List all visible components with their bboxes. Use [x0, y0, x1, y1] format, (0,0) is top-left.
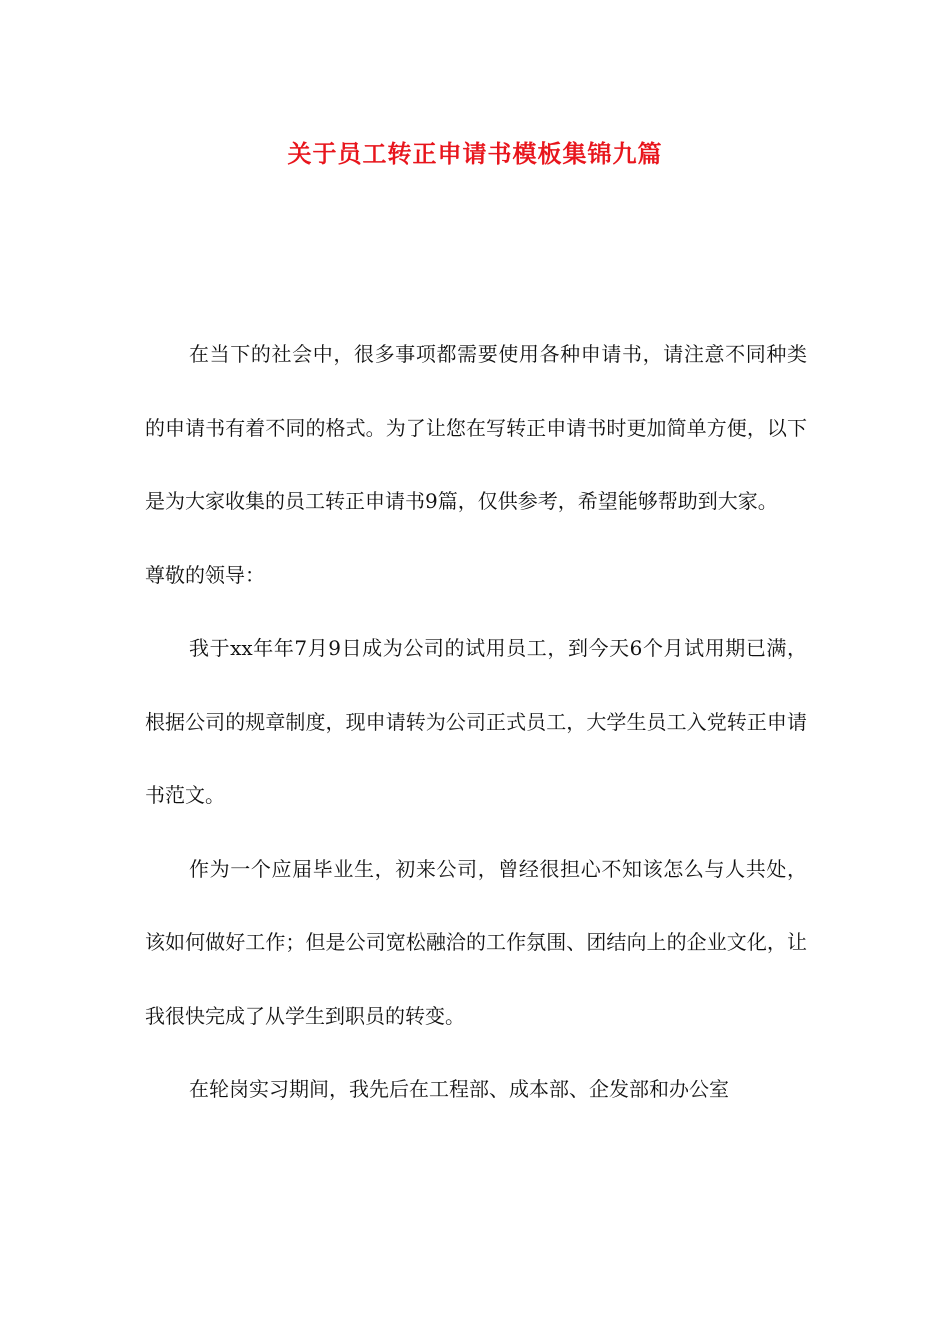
paragraph-experience: 作为一个应届毕业生，初来公司，曾经很担心不知该怎么与人共处，该如何做好工作；但是公司宽松融洽的工作氛围、团结向上的企业文化，让我很快完成了从学生到职员的转变。 [145, 856, 807, 1028]
paragraph-salutation: 尊敬的领导： [145, 562, 265, 587]
paragraph-intro: 在当下的社会中，很多事项都需要使用各种申请书，请注意不同种类的申请书有着不同的格式。为了让您在写转正申请书时更加简单方便，以下是为大家收集的员工转正申请书9篇，仅供参考，希望能够帮助到大家。 [145, 342, 807, 513]
paragraph-application: 我于xx年年7月9日成为公司的试用员工，到今天6个月试用期已满，根据公司的规章制度，现申请转为公司正式员工，大学生员工入党转正申请书范文。 [145, 636, 807, 807]
document-body [145, 318, 807, 1127]
document-title: 关于员工转正申请书模板集锦九篇 [287, 139, 663, 168]
paragraph-rotation: 在轮岗实习期间，我先后在工程部、成本部、企发部和办公室 [189, 1077, 729, 1101]
